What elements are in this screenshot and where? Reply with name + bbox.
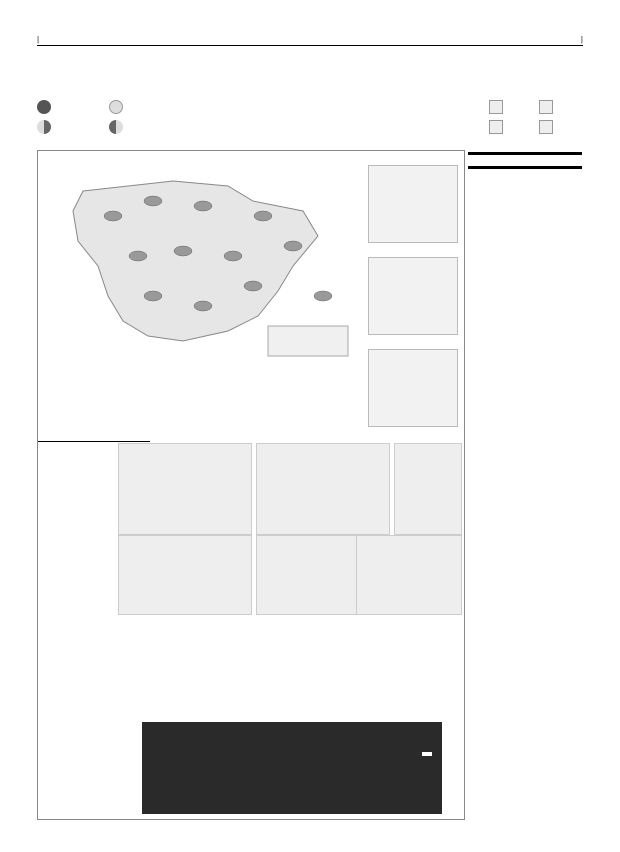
- weather-maps: [37, 150, 465, 820]
- madrid-map-thursday: [394, 443, 462, 535]
- full-moon-icon: [109, 100, 123, 114]
- moonset-icon: [539, 120, 553, 134]
- europe-map-today: [118, 535, 252, 615]
- waning-moon-icon: [109, 120, 123, 134]
- page-header-right: |: [580, 35, 583, 44]
- waxing-moon-icon: [37, 120, 51, 134]
- weather-legend: [44, 376, 344, 436]
- panel-wednesday: [368, 165, 458, 243]
- temperatures-table: [468, 152, 582, 178]
- panel-friday: [368, 349, 458, 427]
- sunset-icon: [489, 120, 503, 134]
- weather-header: [37, 50, 583, 136]
- temperatures-header: [468, 155, 582, 160]
- moonrise-icon: [539, 100, 553, 114]
- sunrise-icon: [489, 100, 503, 114]
- rain-article: [154, 703, 302, 707]
- foreign-header: [468, 169, 582, 174]
- spain-map: [53, 156, 358, 363]
- new-moon-icon: [37, 100, 51, 114]
- madrid-map-wednesday: [256, 443, 390, 535]
- page-header-left: |: [37, 35, 40, 44]
- madrid-map-tuesday: [118, 443, 252, 535]
- isobars-map: [356, 535, 462, 615]
- pronosticos-title: [38, 441, 150, 442]
- page-header: [37, 34, 583, 46]
- iberia-logo: [422, 752, 432, 756]
- panel-thursday: [368, 257, 458, 335]
- iberia-advertisement[interactable]: [142, 722, 442, 814]
